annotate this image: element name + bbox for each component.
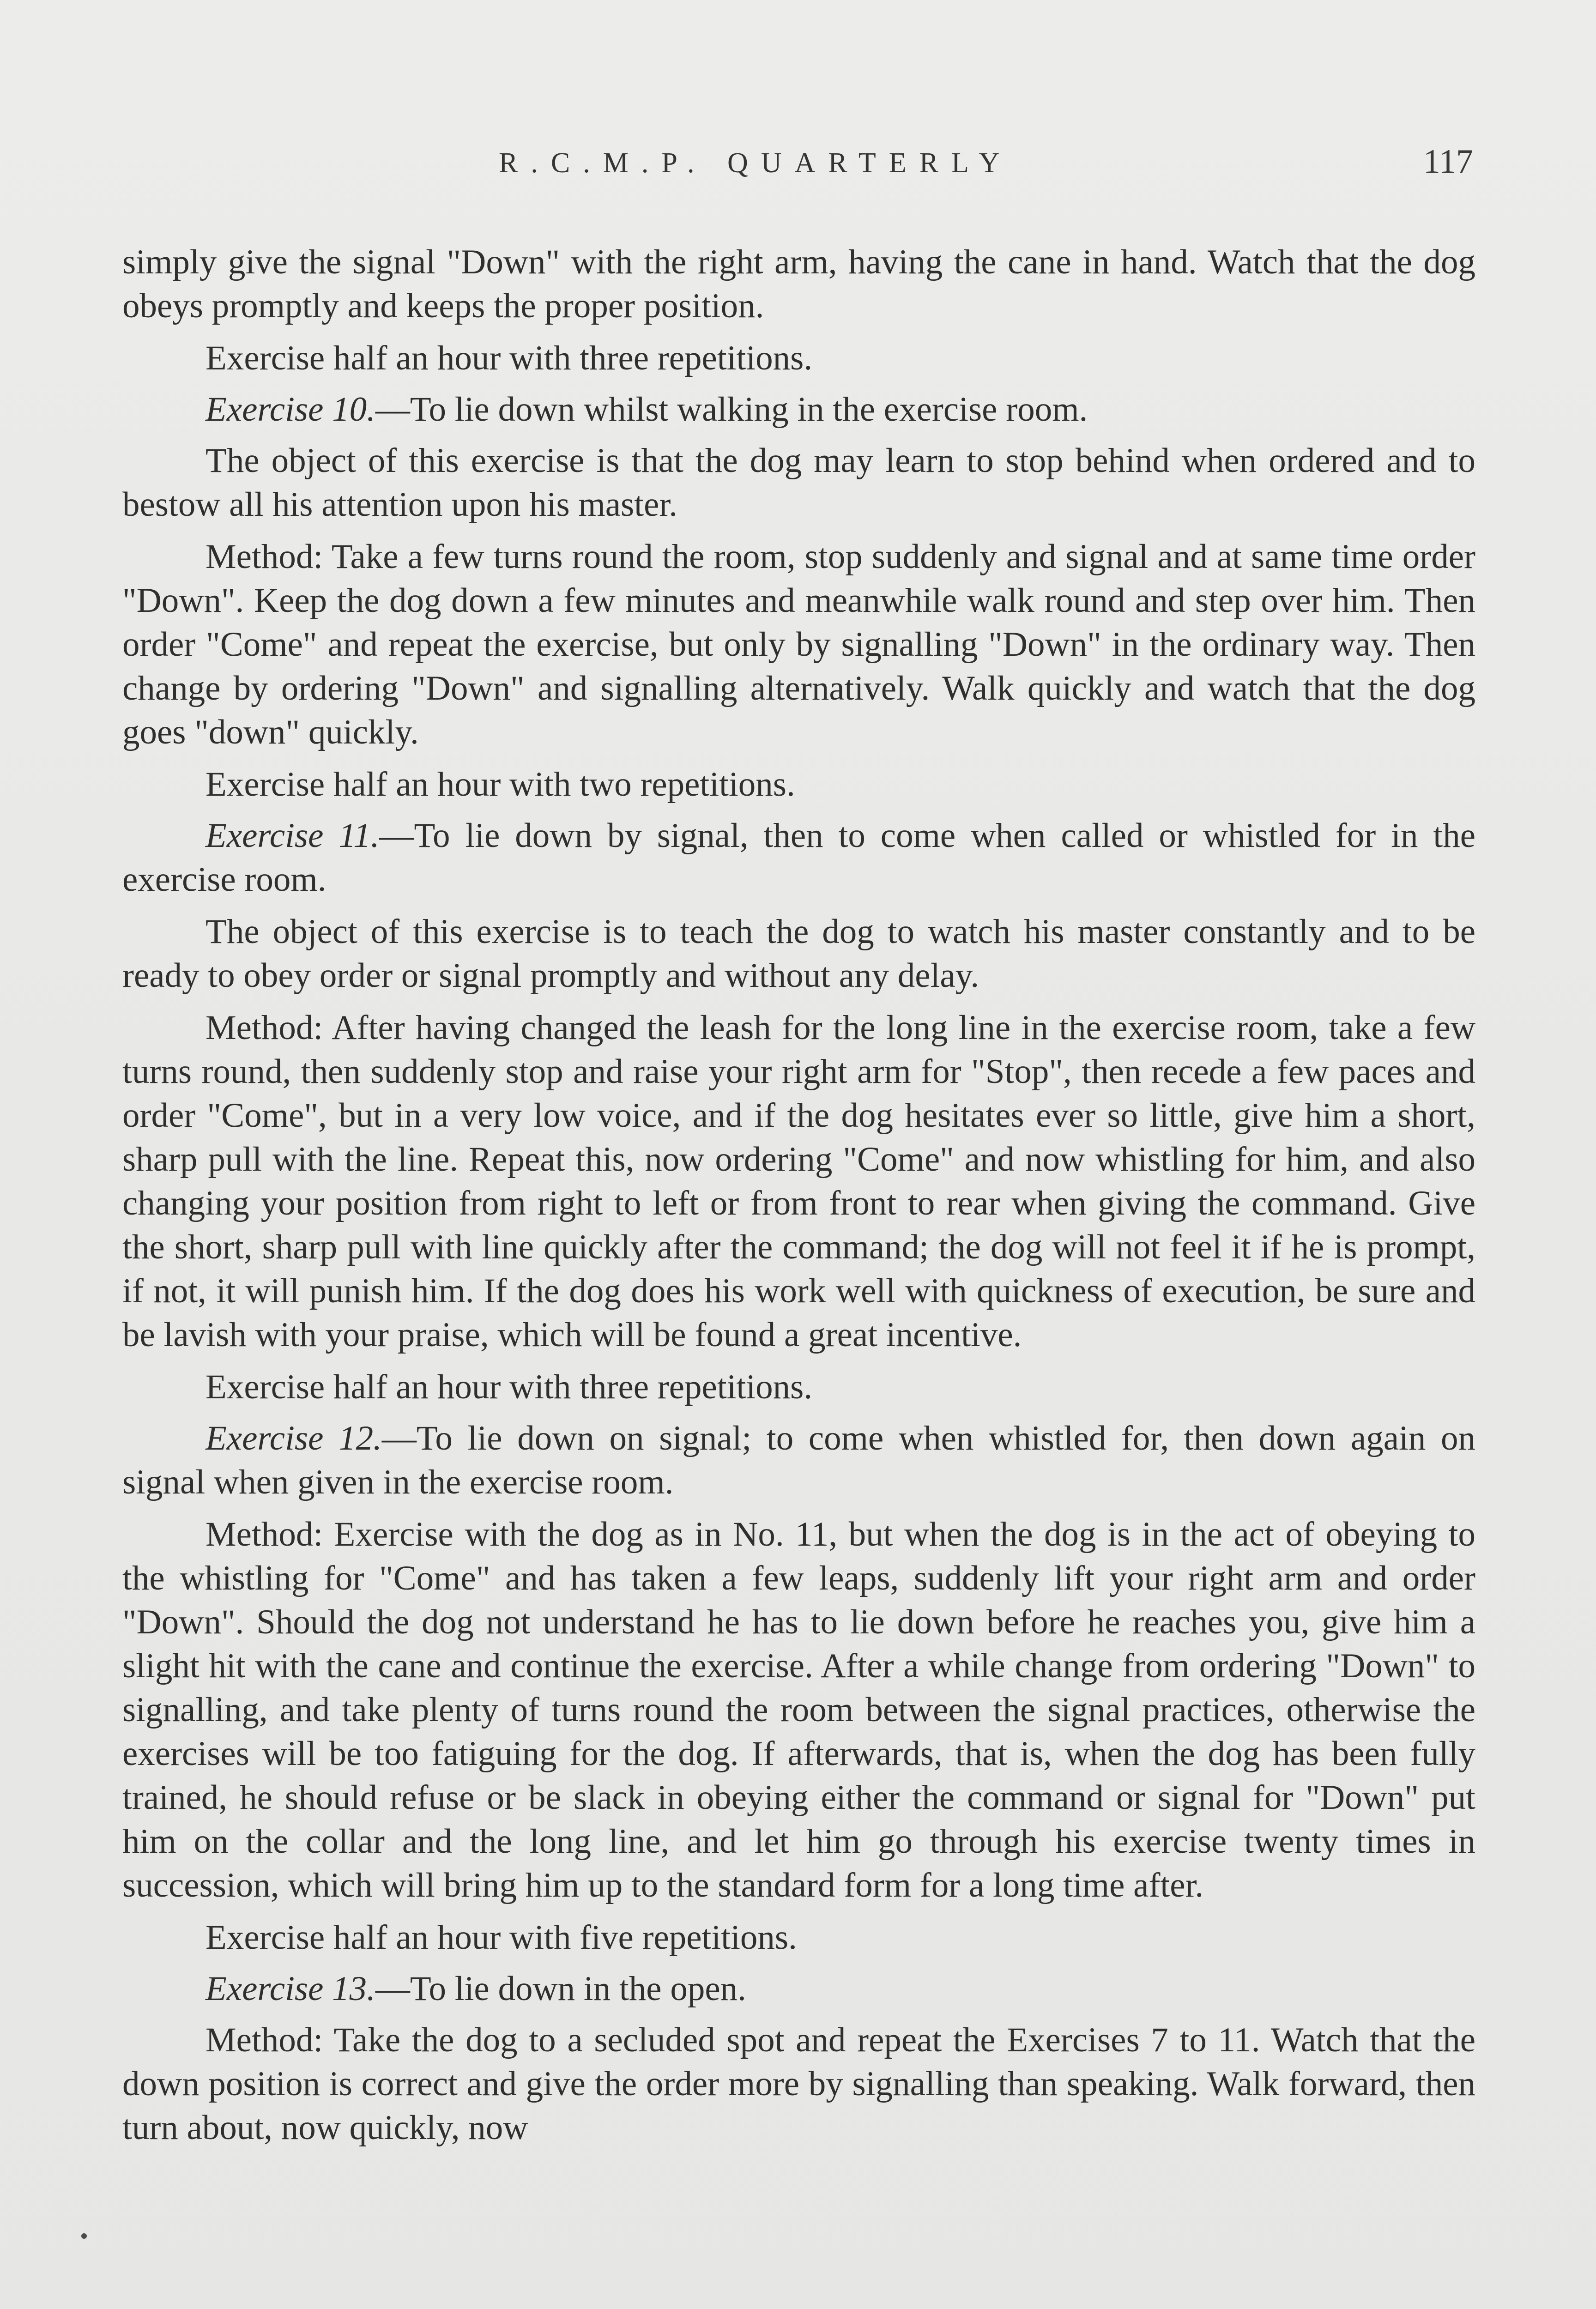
exercise-13-heading xyxy=(122,1967,1475,2011)
paragraph-1 xyxy=(122,240,1475,328)
paragraph-4-text: The object of this exercise is that the dog may learn to stop behind when ordered and to bestow all his attention upon his master. xyxy=(122,441,1475,524)
paragraph-15-text: Method: Take the dog to a secluded spot and repeat the Exercises 7 to 11. Watch that the down position is correct and give the order more by signalling than speaking. Walk forward, then turn about, now quickly, now xyxy=(122,2021,1475,2147)
margin-dot xyxy=(81,2233,87,2239)
exercise-11-heading xyxy=(122,814,1475,901)
paragraph-13-text: Exercise half an hour with five repetitions. xyxy=(206,1918,797,1957)
journal-title: R.C.M.P. QUARTERLY xyxy=(499,147,1013,179)
paragraph-15 xyxy=(122,2018,1475,2150)
exercise-12-heading xyxy=(122,1416,1475,1504)
paragraph-12-text: Method: Exercise with the dog as in No. 11, but when the dog is in the act of obeying to the whistling for "Come" and has taken a few leaps, suddenly lift your right arm and order "Down". Should the dog not understand he has to lie down before he reaches you, give him a slight hit with the cane and continue the exercise. After a while change from ordering "Down" to signalling, and take plenty of turns round the room between the signal practices, otherwise the exercises will be too fatiguing for the dog. If afterwards, that is, when the dog has been fully trained, he should refuse or be slack in obeying either the command or signal for "Down" put him on the collar and the long line, and let him go through his exercise twenty times in succession, which will bring him up to the standard form for a long time after. xyxy=(122,1515,1475,1904)
page-number: 117 xyxy=(1423,143,1473,181)
paragraph-2-text: Exercise half an hour with three repetitions. xyxy=(206,339,813,377)
paragraph-6 xyxy=(122,762,1475,806)
paragraph-6-text: Exercise half an hour with two repetitions. xyxy=(206,765,795,804)
paragraph-10-text: Exercise half an hour with three repetitions. xyxy=(206,1368,813,1406)
exercise-11-label: Exercise 11. xyxy=(206,816,380,855)
paragraph-13 xyxy=(122,1916,1475,1959)
page-header xyxy=(499,143,1473,193)
exercise-10-heading xyxy=(122,387,1475,431)
paragraph-4 xyxy=(122,439,1475,526)
paragraph-10 xyxy=(122,1365,1475,1409)
paragraph-1-text: simply give the signal "Down" with the right arm, having the cane in hand. Watch that the dog obeys promptly and keeps the proper position. xyxy=(122,243,1475,325)
exercise-13-label: Exercise 13. xyxy=(206,1970,375,2008)
paragraph-5-text: Method: Take a few turns round the room, stop suddenly and signal and at same time order "Down". Keep the dog down a few minutes and meanwhile walk round and step over him. Then order "Come" and repeat the exercise, but only by signalling "Down" in the ordinary way. Then change by ordering "Down" and signalling alternatively. Walk quickly and watch that the dog goes "down" quickly. xyxy=(122,538,1475,751)
exercise-10-text: —To lie down whilst walking in the exercise room. xyxy=(375,390,1088,429)
exercise-10-label: Exercise 10. xyxy=(206,390,375,429)
paragraph-12 xyxy=(122,1512,1475,1907)
paragraph-8 xyxy=(122,910,1475,997)
paragraph-9 xyxy=(122,1006,1475,1357)
exercise-11-text: —To lie down by signal, then to come when called or whistled for in the exercise room. xyxy=(122,816,1475,899)
main-text xyxy=(122,240,1475,2158)
paragraph-2 xyxy=(122,336,1475,380)
paragraph-9-text: Method: After having changed the leash for the long line in the exercise room, take a few turns round, then suddenly stop and raise your right arm for "Stop", then recede a few paces and order "Come", but in a very low voice, and if the dog hesitates ever so little, give him a short, sharp pull with the line. Repeat this, now ordering "Come" and now whistling for him, and also changing your position from right to left or from front to rear when giving the command. Give the short, sharp pull with line quickly after the command; the dog will not feel it if he is prompt, if not, it will punish him. If the dog does his work well with quickness of execution, be sure and be lavish with your praise, which will be found a great incentive. xyxy=(122,1009,1475,1354)
paragraph-5 xyxy=(122,535,1475,754)
exercise-13-text: —To lie down in the open. xyxy=(375,1970,746,2008)
exercise-12-label: Exercise 12. xyxy=(206,1419,382,1457)
exercise-12-text: —To lie down on signal; to come when whistled for, then down again on signal when given in the exercise room. xyxy=(122,1419,1475,1501)
paragraph-8-text: The object of this exercise is to teach the dog to watch his master constantly and to be ready to obey order or signal promptly and without any delay. xyxy=(122,913,1475,995)
